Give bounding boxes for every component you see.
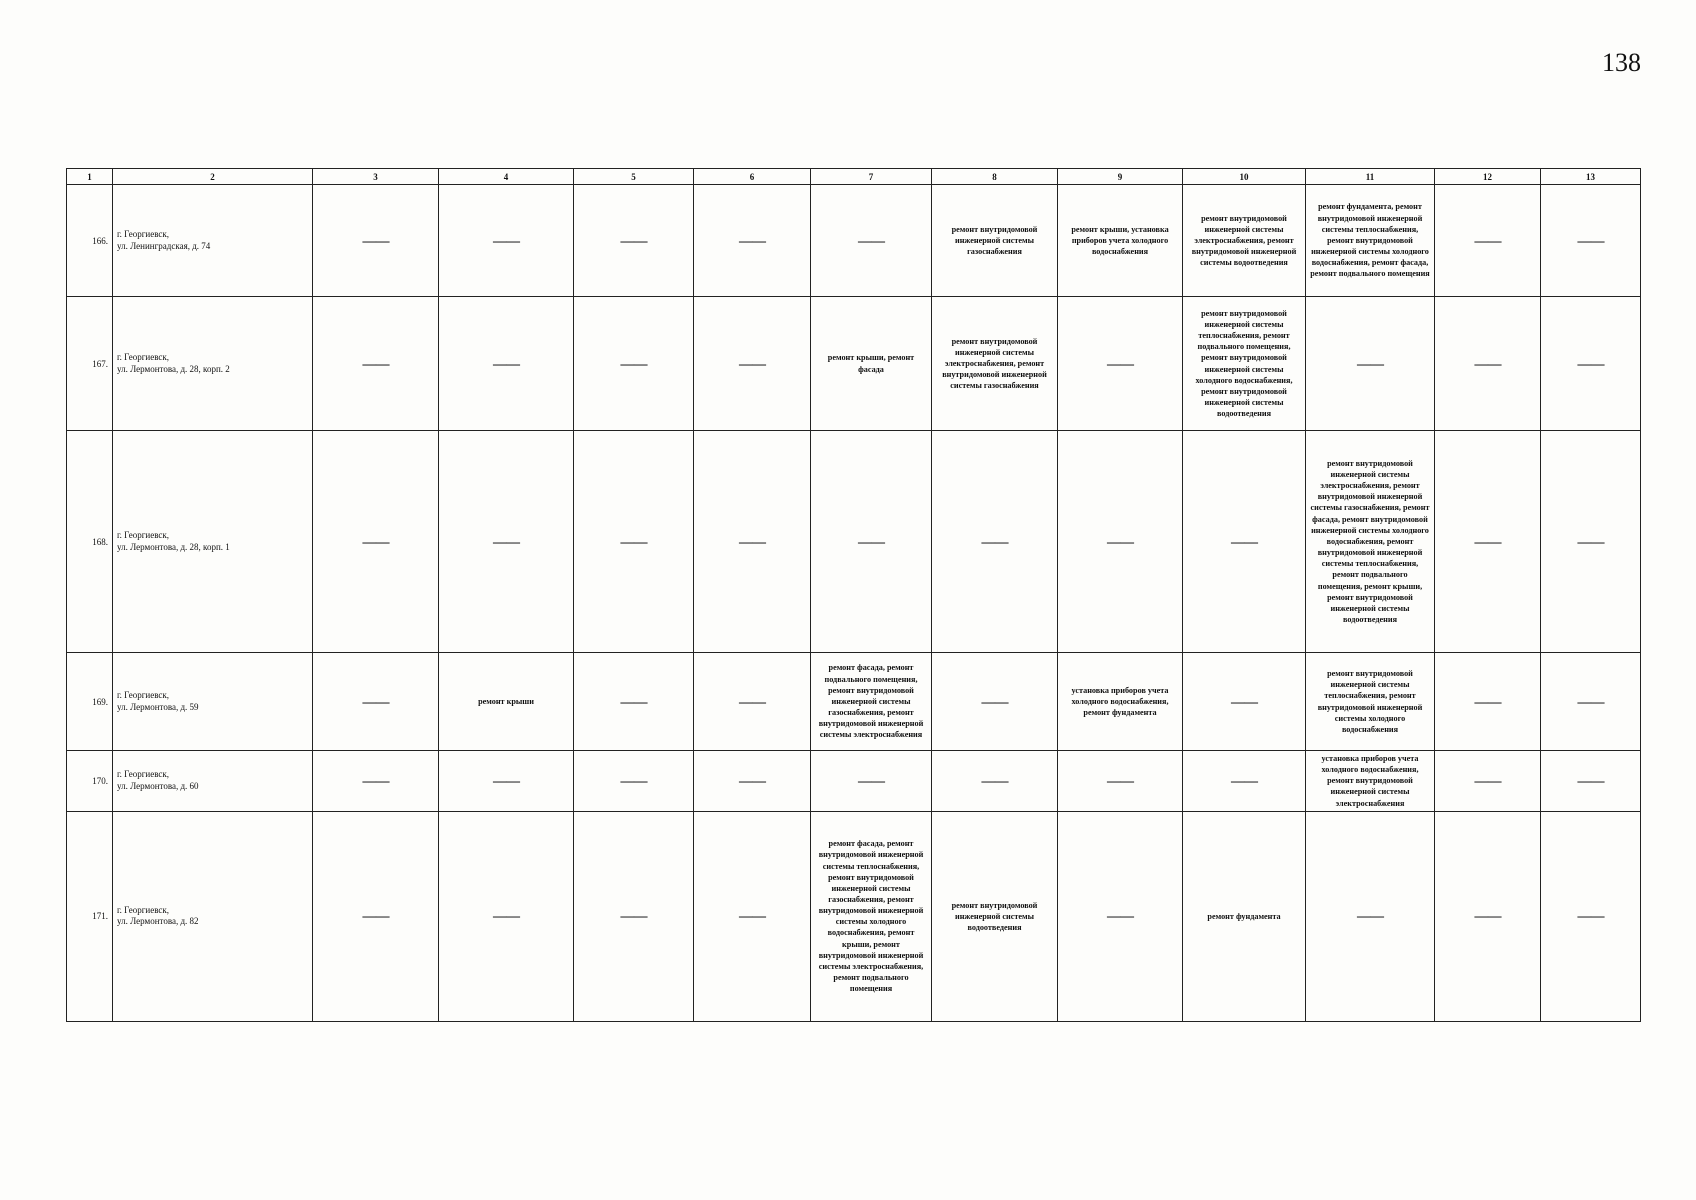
dash-placeholder: —— [858, 773, 884, 789]
work-text: установка приборов учета холодного водоснабжения, ремонт внутридомовой инженерной системы электроснабжения [1321, 754, 1419, 808]
row-number: 166. [67, 185, 113, 297]
dash-placeholder: —— [1107, 356, 1133, 372]
empty-cell [439, 811, 574, 1021]
work-text: ремонт фасада, ремонт внутридомовой инженерной системы теплоснабжения, ремонт внутридомовой инженерной системы газоснабжения, ремонт внутридомовой инженерной системы холодного водоснабжения, ремонт крыши, ремонт внутридомовой инженерной системы электроснабжения, ремонт подвального помещения [818, 839, 924, 994]
empty-cell [1435, 185, 1541, 297]
empty-cell [1541, 751, 1641, 812]
dash-placeholder: —— [1357, 909, 1383, 925]
work-cell [1306, 751, 1435, 812]
dash-placeholder: —— [362, 233, 389, 249]
col-header: 6 [694, 169, 811, 185]
address-street: ул. Лермонтова, д. 60 [117, 780, 199, 791]
work-cell [811, 811, 932, 1021]
empty-cell [1183, 751, 1306, 812]
address-cell [113, 297, 313, 431]
dash-placeholder: —— [1107, 773, 1133, 789]
table-row [67, 185, 1641, 297]
work-cell [439, 653, 574, 751]
work-cell [932, 297, 1058, 431]
empty-cell [1435, 653, 1541, 751]
dash-placeholder: —— [1474, 909, 1501, 925]
dash-placeholder: —— [493, 233, 519, 249]
dash-placeholder: —— [1107, 909, 1133, 925]
empty-cell [1435, 297, 1541, 431]
empty-cell [1435, 751, 1541, 812]
col-header: 8 [932, 169, 1058, 185]
empty-cell [1058, 431, 1183, 653]
address-street: ул. Лермонтова, д. 59 [117, 701, 199, 712]
dash-placeholder: —— [362, 356, 389, 372]
dash-placeholder: —— [1231, 773, 1257, 789]
empty-cell [694, 653, 811, 751]
header-row [67, 169, 1641, 185]
work-cell [1058, 653, 1183, 751]
col-header: 10 [1183, 169, 1306, 185]
empty-cell [1541, 185, 1641, 297]
dash-placeholder: —— [739, 909, 765, 925]
empty-cell [694, 297, 811, 431]
empty-cell [1306, 297, 1435, 431]
dash-placeholder: —— [493, 909, 519, 925]
dash-placeholder: —— [620, 909, 647, 925]
work-text: ремонт крыши, установка приборов учета холодного водоснабжения [1071, 224, 1169, 257]
dash-placeholder: —— [739, 233, 765, 249]
row-number: 170. [67, 751, 113, 812]
dash-placeholder: —— [739, 534, 765, 550]
work-cell [932, 811, 1058, 1021]
empty-cell [313, 751, 439, 812]
work-text: ремонт фундамента, ремонт внутридомовой инженерной системы теплоснабжения, ремонт внутридомовой инженерной системы холодного водоснабжения, ремонт фасада, ремонт подвального помещения [1310, 202, 1430, 279]
col-header: 7 [811, 169, 932, 185]
dash-placeholder: —— [362, 773, 389, 789]
dash-placeholder: —— [981, 773, 1008, 789]
dash-placeholder: —— [1474, 356, 1501, 372]
empty-cell [313, 185, 439, 297]
empty-cell [439, 297, 574, 431]
empty-cell [439, 751, 574, 812]
dash-placeholder: —— [1107, 534, 1133, 550]
dash-placeholder: —— [1474, 233, 1501, 249]
work-cell [1183, 297, 1306, 431]
empty-cell [1306, 811, 1435, 1021]
dash-placeholder: —— [493, 773, 519, 789]
empty-cell [811, 751, 932, 812]
work-cell [1306, 185, 1435, 297]
table-row [67, 653, 1641, 751]
dash-placeholder: —— [739, 356, 765, 372]
dash-placeholder: —— [858, 534, 884, 550]
empty-cell [1541, 653, 1641, 751]
dash-placeholder: —— [620, 233, 647, 249]
row-number: 167. [67, 297, 113, 431]
dash-placeholder: —— [620, 773, 647, 789]
col-header: 2 [113, 169, 313, 185]
empty-cell [1183, 653, 1306, 751]
row-number: 168. [67, 431, 113, 653]
dash-placeholder: —— [620, 534, 647, 550]
dash-placeholder: —— [1231, 534, 1257, 550]
dash-placeholder: —— [362, 909, 389, 925]
work-cell [1183, 185, 1306, 297]
empty-cell [574, 811, 694, 1021]
dash-placeholder: —— [493, 534, 519, 550]
row-number: 171. [67, 811, 113, 1021]
empty-cell [932, 431, 1058, 653]
empty-cell [1435, 811, 1541, 1021]
empty-cell [1541, 297, 1641, 431]
empty-cell [574, 297, 694, 431]
dash-placeholder: —— [1577, 233, 1604, 249]
address-city: г. Георгиевск, [117, 689, 170, 700]
table-row [67, 431, 1641, 653]
empty-cell [574, 431, 694, 653]
col-header: 1 [67, 169, 113, 185]
empty-cell [694, 431, 811, 653]
empty-cell [574, 751, 694, 812]
dash-placeholder: —— [1474, 773, 1501, 789]
table-row [67, 751, 1641, 812]
dash-placeholder: —— [620, 356, 647, 372]
empty-cell [694, 811, 811, 1021]
empty-cell [313, 431, 439, 653]
work-text: ремонт фундамента [1207, 911, 1281, 921]
empty-cell [313, 811, 439, 1021]
dash-placeholder: —— [858, 233, 884, 249]
col-header: 9 [1058, 169, 1183, 185]
address-city: г. Георгиевск, [117, 529, 170, 540]
dash-placeholder: —— [362, 694, 389, 710]
address-city: г. Георгиевск, [117, 769, 170, 780]
address-street: ул. Лермонтова, д. 82 [117, 916, 199, 927]
address-cell [113, 811, 313, 1021]
dash-placeholder: —— [981, 534, 1008, 550]
row-number: 169. [67, 653, 113, 751]
dash-placeholder: —— [493, 356, 519, 372]
dash-placeholder: —— [362, 534, 389, 550]
work-text: ремонт внутридомовой инженерной системы водоотведения [951, 900, 1038, 932]
address-cell [113, 653, 313, 751]
work-cell [1306, 653, 1435, 751]
empty-cell [574, 185, 694, 297]
work-text: ремонт крыши [478, 696, 534, 706]
dash-placeholder: —— [1231, 694, 1257, 710]
work-cell [932, 185, 1058, 297]
work-text: ремонт внутридомовой инженерной системы электроснабжения, ремонт внутридомовой инженерной системы газоснабжения [942, 336, 1047, 391]
address-city: г. Георгиевск, [117, 351, 170, 362]
dash-placeholder: —— [1474, 694, 1501, 710]
dash-placeholder: —— [1577, 909, 1604, 925]
address-street: ул. Ленинградская, д. 74 [117, 240, 211, 251]
empty-cell [574, 653, 694, 751]
work-text: ремонт внутридомовой инженерной системы теплоснабжения, ремонт подвального помещения, ремонт внутридомовой инженерной системы холодного водоснабжения, ремонт внутридомовой инженерной системы водоотведения [1195, 308, 1293, 419]
dash-placeholder: —— [1357, 356, 1383, 372]
empty-cell [1541, 431, 1641, 653]
col-header: 4 [439, 169, 574, 185]
dash-placeholder: —— [1577, 356, 1604, 372]
work-text: ремонт внутридомовой инженерной системы электроснабжения, ремонт внутридомовой инженерной системы газоснабжения, ремонт фасада, ремонт внутридомовой инженерной системы холодного водоснабжения, ремонт внутридомовой инженерной системы теплоснабжения, ремонт подвального помещения, ремонт крыши, ремонт внутридомовой инженерной системы водоотведения [1310, 458, 1430, 625]
address-cell [113, 751, 313, 812]
table-row [67, 811, 1641, 1021]
work-text: ремонт внутридомовой инженерной системы газоснабжения [951, 224, 1038, 257]
col-header: 5 [574, 169, 694, 185]
empty-cell [1058, 297, 1183, 431]
dash-placeholder: —— [981, 694, 1008, 710]
empty-cell [932, 751, 1058, 812]
empty-cell [1541, 811, 1641, 1021]
address-city: г. Георгиевск, [117, 228, 170, 239]
work-cell [1306, 431, 1435, 653]
col-header: 13 [1541, 169, 1641, 185]
empty-cell [811, 431, 932, 653]
table-row [67, 297, 1641, 431]
dash-placeholder: —— [1474, 534, 1501, 550]
dash-placeholder: —— [1577, 534, 1604, 550]
col-header: 12 [1435, 169, 1541, 185]
empty-cell [313, 297, 439, 431]
address-cell [113, 431, 313, 653]
empty-cell [439, 431, 574, 653]
empty-cell [313, 653, 439, 751]
dash-placeholder: —— [1577, 694, 1604, 710]
capital-repair-table [66, 168, 1641, 1022]
empty-cell [811, 185, 932, 297]
empty-cell [694, 185, 811, 297]
address-city: г. Георгиевск, [117, 904, 170, 915]
dash-placeholder: —— [739, 694, 765, 710]
dash-placeholder: —— [1577, 773, 1604, 789]
col-header: 3 [313, 169, 439, 185]
empty-cell [1058, 751, 1183, 812]
empty-cell [1058, 811, 1183, 1021]
empty-cell [932, 653, 1058, 751]
work-text: ремонт внутридомовой инженерной системы электроснабжения, ремонт внутридомовой инженерной системы водоотведения [1191, 213, 1297, 268]
empty-cell [694, 751, 811, 812]
work-cell [811, 653, 932, 751]
work-text: установка приборов учета холодного водоснабжения, ремонт фундамента [1071, 685, 1169, 718]
empty-cell [1435, 431, 1541, 653]
page-number: 138 [1602, 48, 1641, 77]
dash-placeholder: —— [620, 694, 647, 710]
work-text: ремонт внутридомовой инженерной системы теплоснабжения, ремонт внутридомовой инженерной системы холодного водоснабжения [1317, 669, 1423, 734]
work-text: ремонт крыши, ремонт фасада [827, 353, 915, 374]
work-text: ремонт фасада, ремонт подвального помещения, ремонт внутридомовой инженерной системы газоснабжения, ремонт внутридомовой инженерной системы электроснабжения [818, 663, 924, 740]
empty-cell [1183, 431, 1306, 653]
work-cell [1058, 185, 1183, 297]
work-cell [1183, 811, 1306, 1021]
address-street: ул. Лермонтова, д. 28, корп. 2 [117, 363, 230, 374]
col-header: 11 [1306, 169, 1435, 185]
address-street: ул. Лермонтова, д. 28, корп. 1 [117, 541, 230, 552]
empty-cell [439, 185, 574, 297]
work-cell [811, 297, 932, 431]
dash-placeholder: —— [739, 773, 765, 789]
address-cell [113, 185, 313, 297]
